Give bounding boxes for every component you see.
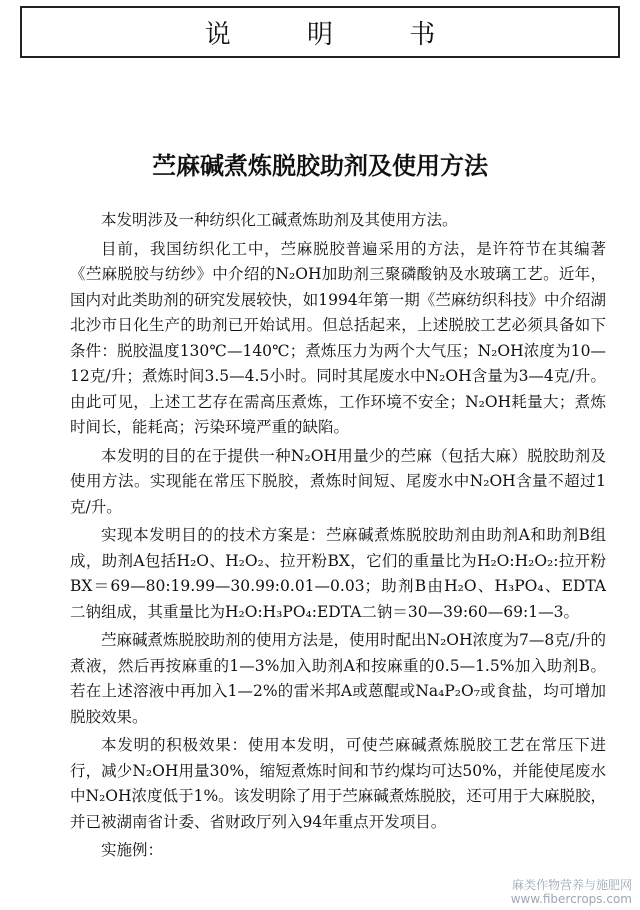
document-title: 苎麻碱煮炼脱胶助剂及使用方法 <box>152 152 488 180</box>
paragraph: 苎麻碱煮炼脱胶助剂的使用方法是，使用时配出N₂OH浓度为7—8克/升的煮液，然后再按麻重的1—3%加入助剂A和按麻重的0.5—1.5%加入助剂B。若在上述溶液中再加入1—2%的雷米邦A或蒽醌或Na₄P₂O₇或食盐，均可增加脱胶效果。 <box>70 631 606 726</box>
paragraph: 目前，我国纺织化工中，苎麻脱胶普遍采用的方法，是许符节在其编著《苎麻脱胶与纺纱》中介绍的N₂OH加助剂三聚磷酸钠及水玻璃工艺。近年，国内对此类助剂的研究发展较快，如1994年第一期《苎麻纺织科技》中介绍湖北沙市日化生产的助剂已开始试用。但总括起来，上述脱胶工艺必须具备如下条件：脱胶温度130℃—140℃；煮炼压力为两个大气压；N₂OH浓度为10—12克/升；煮炼时间3.5—4.5小时。同时其尾废水中N₂OH含量为3—4克/升。由此可见，上述工艺存在需高压煮炼，工作环境不安全；N₂OH耗量大；煮炼时间长，能耗高；污染环境严重的缺陷。 <box>70 239 606 436</box>
watermark-url: www.fibercrops.com <box>510 892 632 906</box>
paragraph: 本发明涉及一种纺织化工碱煮炼助剂及其使用方法。 <box>101 211 458 229</box>
paragraph: 实现本发明目的的技术方案是：苎麻碱煮炼脱胶助剂由助剂A和助剂B组成，助剂A包括H₂O、H₂O₂、拉开粉BX，它们的重量比为H₂O:H₂O₂:拉开粉BX＝69—80:19.99—30.99:0.01—0.03；助剂B由H₂O、H₃PO₄、EDTA二钠组成，其重量比为H₂O:H₃PO₄:EDTA二钠＝30—39:60—69:1—3。 <box>70 526 606 621</box>
paragraph: 本发明的目的在于提供一种N₂OH用量少的苎麻（包括大麻）脱胶助剂及使用方法。实现能在常压下脱胶，煮炼时间短、尾废水中N₂OH含量不超过1克/升。 <box>70 446 606 516</box>
document-body <box>70 208 606 867</box>
header-bar <box>20 6 620 58</box>
paragraph: 实施例： <box>101 841 164 859</box>
header-title: 说 明 书 <box>204 19 470 50</box>
watermark-site-name: 麻类作物营养与施肥网 <box>511 878 632 892</box>
paragraph: 本发明的积极效果：使用本发明，可使苎麻碱煮炼脱胶工艺在常压下进行，减少N₂OH用量30%，缩短煮炼时间和节约煤均可达50%，并能使尾废水中N₂OH浓度低于1%。该发明除了用于苎麻碱煮炼脱胶，还可用于大麻脱胶，并已被湖南省计委、省财政厅列入94年重点开发项目。 <box>70 736 606 831</box>
watermark <box>511 878 632 906</box>
